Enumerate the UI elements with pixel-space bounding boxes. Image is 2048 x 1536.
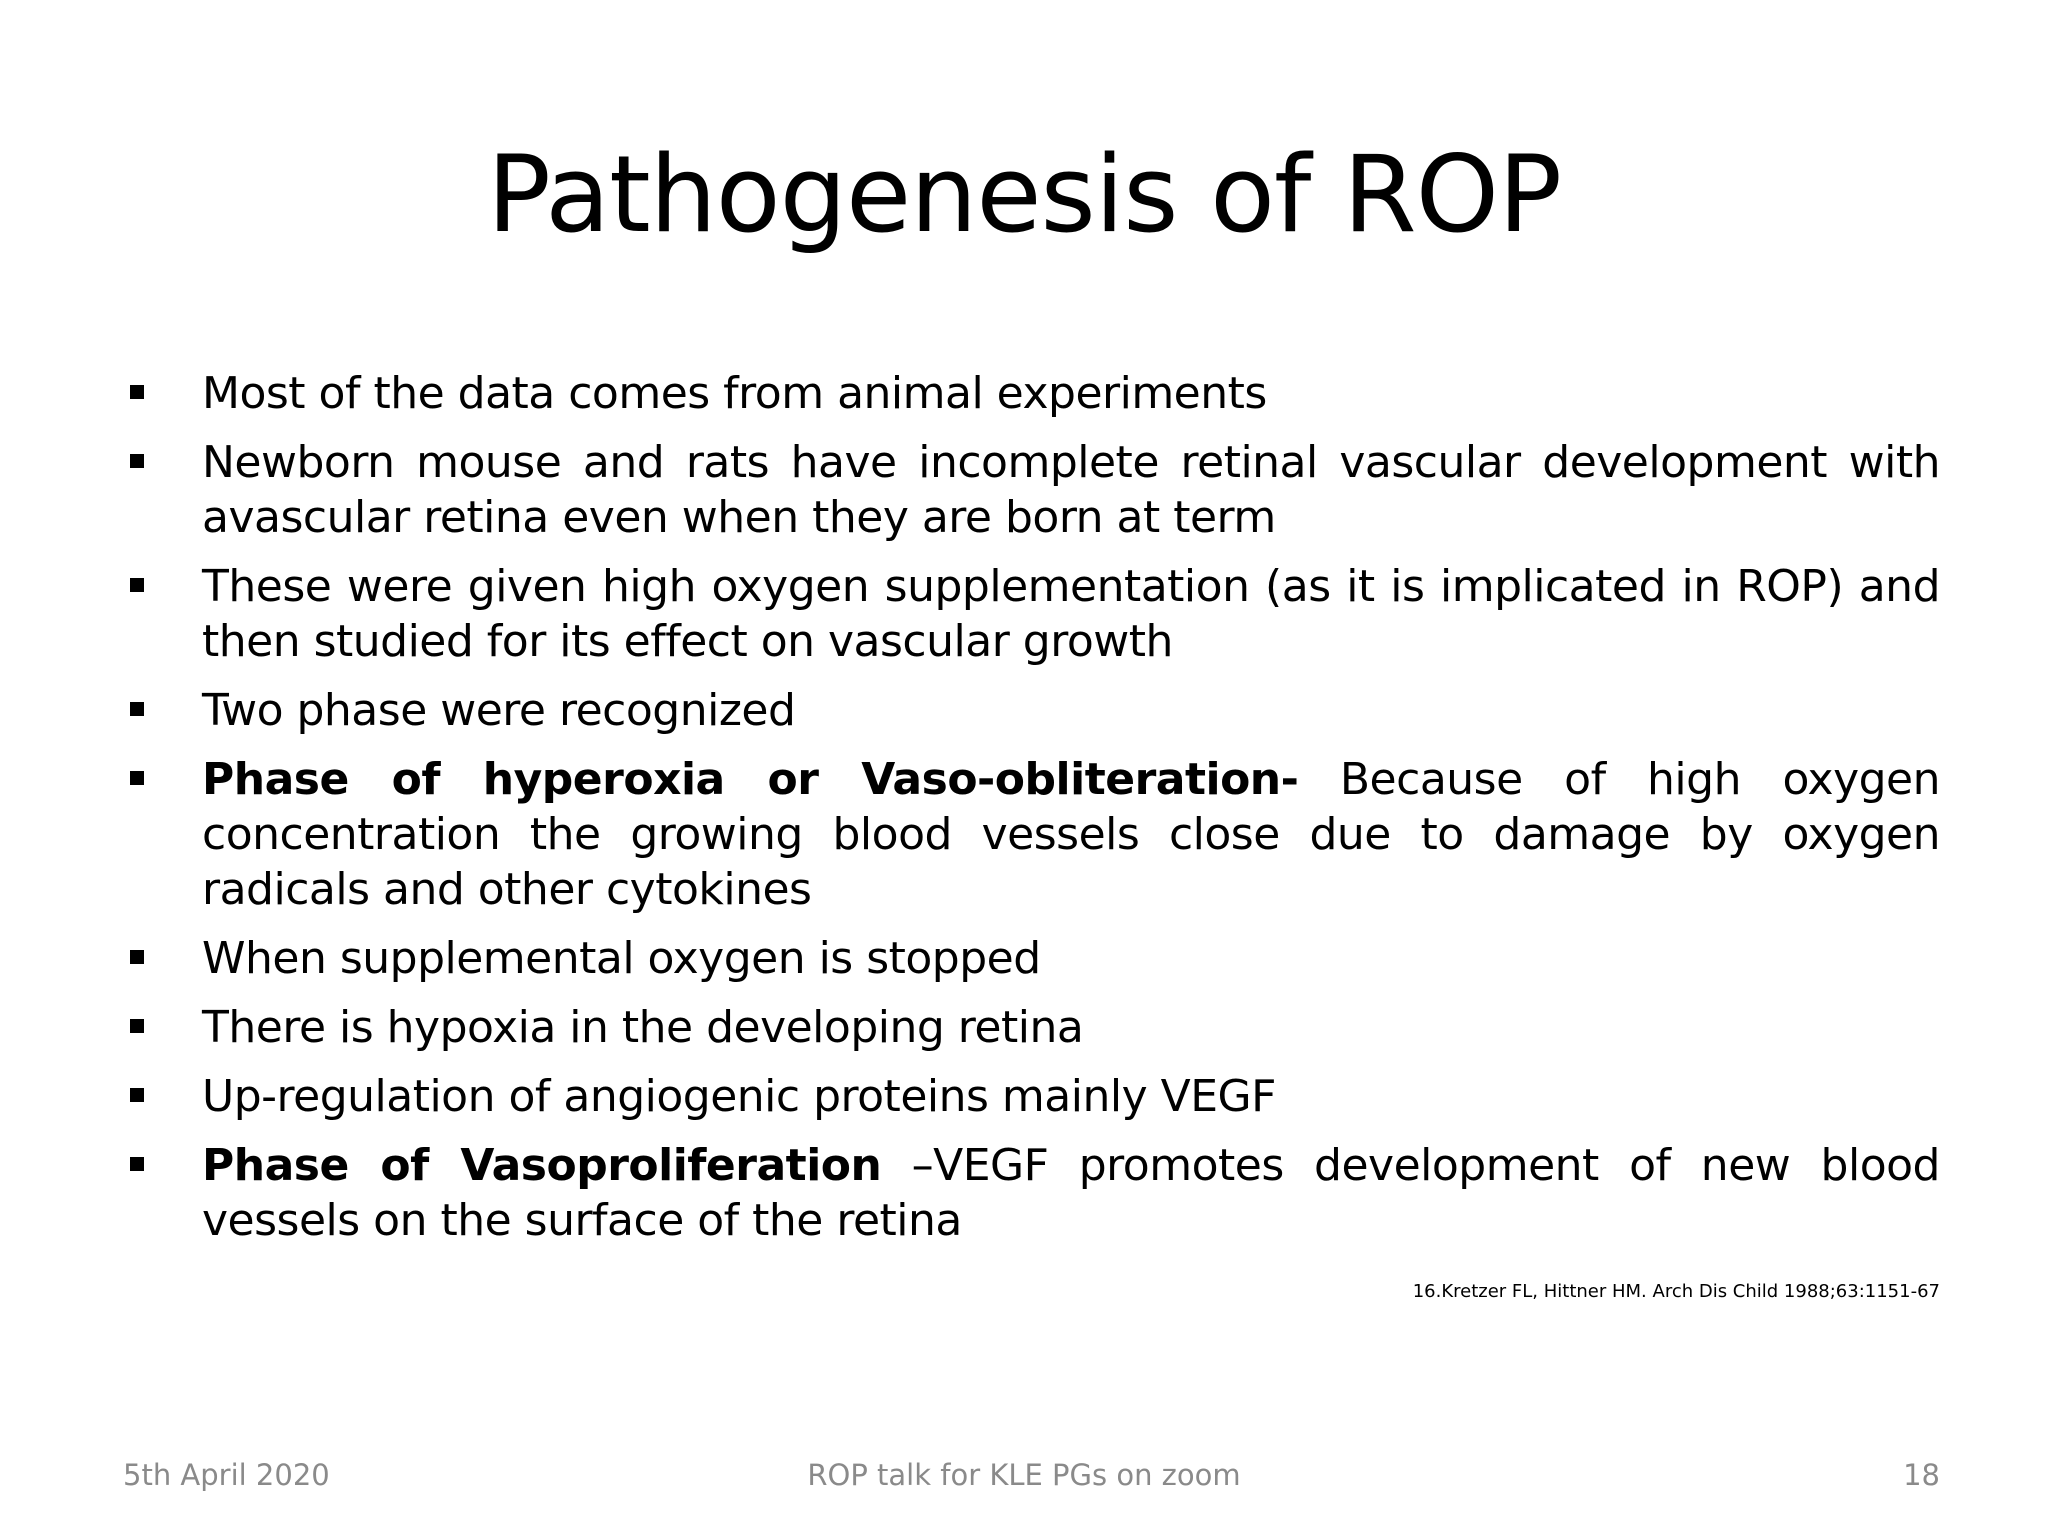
bullet-item: [120, 931, 1940, 986]
bullet-text: When supplemental oxygen is stopped: [202, 933, 1041, 984]
bullet-item: [120, 1000, 1940, 1055]
bullet-text: Up-regulation of angiogenic proteins mainly VEGF: [202, 1071, 1276, 1122]
bullet-text: Two phase were recognized: [202, 685, 796, 736]
square-bullet-icon: [130, 950, 144, 964]
square-bullet-icon: [130, 454, 144, 468]
bullet-text: Most of the data comes from animal experiments: [202, 368, 1267, 419]
bullet-bold-text: Phase of hyperoxia or Vaso-obliteration-: [202, 754, 1299, 805]
bullet-text: Because of high oxygen concentration the growing blood vessels close due to damage by oxygen radicals and other cytokines: [202, 754, 1940, 915]
bullet-bold-text: Phase of Vasoproliferation: [202, 1140, 882, 1191]
slide-title: Pathogenesis of ROP: [486, 133, 1562, 256]
bullet-item: [120, 683, 1940, 738]
bullet-item: [120, 1138, 1940, 1248]
citation-reference: 16.Kretzer FL, Hittner HM. Arch Dis Child 1988;63:1151-67: [1412, 1281, 1940, 1302]
bullet-item: [120, 366, 1940, 421]
footer-title: ROP talk for KLE PGs on zoom: [807, 1458, 1241, 1492]
bullet-text: Newborn mouse and rats have incomplete retinal vascular development with avascular retina even when they are born at term: [202, 437, 1940, 543]
square-bullet-icon: [130, 702, 144, 716]
square-bullet-icon: [130, 578, 144, 592]
bullet-item: [120, 435, 1940, 545]
square-bullet-icon: [130, 1019, 144, 1033]
square-bullet-icon: [130, 771, 144, 785]
bullet-item: [120, 1069, 1940, 1124]
square-bullet-icon: [130, 385, 144, 399]
bullet-text: There is hypoxia in the developing retina: [202, 1002, 1084, 1053]
bullet-text: These were given high oxygen supplementation (as it is implicated in ROP) and then studied for its effect on vascular growth: [202, 561, 1940, 667]
bullet-list: [120, 366, 1940, 1262]
bullet-item: [120, 752, 1940, 917]
bullet-item: [120, 559, 1940, 669]
slide-number: 18: [1903, 1458, 1940, 1492]
square-bullet-icon: [130, 1157, 144, 1171]
bullet-text: –VEGF promotes development of new blood vessels on the surface of the retina: [202, 1140, 1940, 1246]
square-bullet-icon: [130, 1088, 144, 1102]
footer-date: 5th April 2020: [123, 1458, 330, 1492]
